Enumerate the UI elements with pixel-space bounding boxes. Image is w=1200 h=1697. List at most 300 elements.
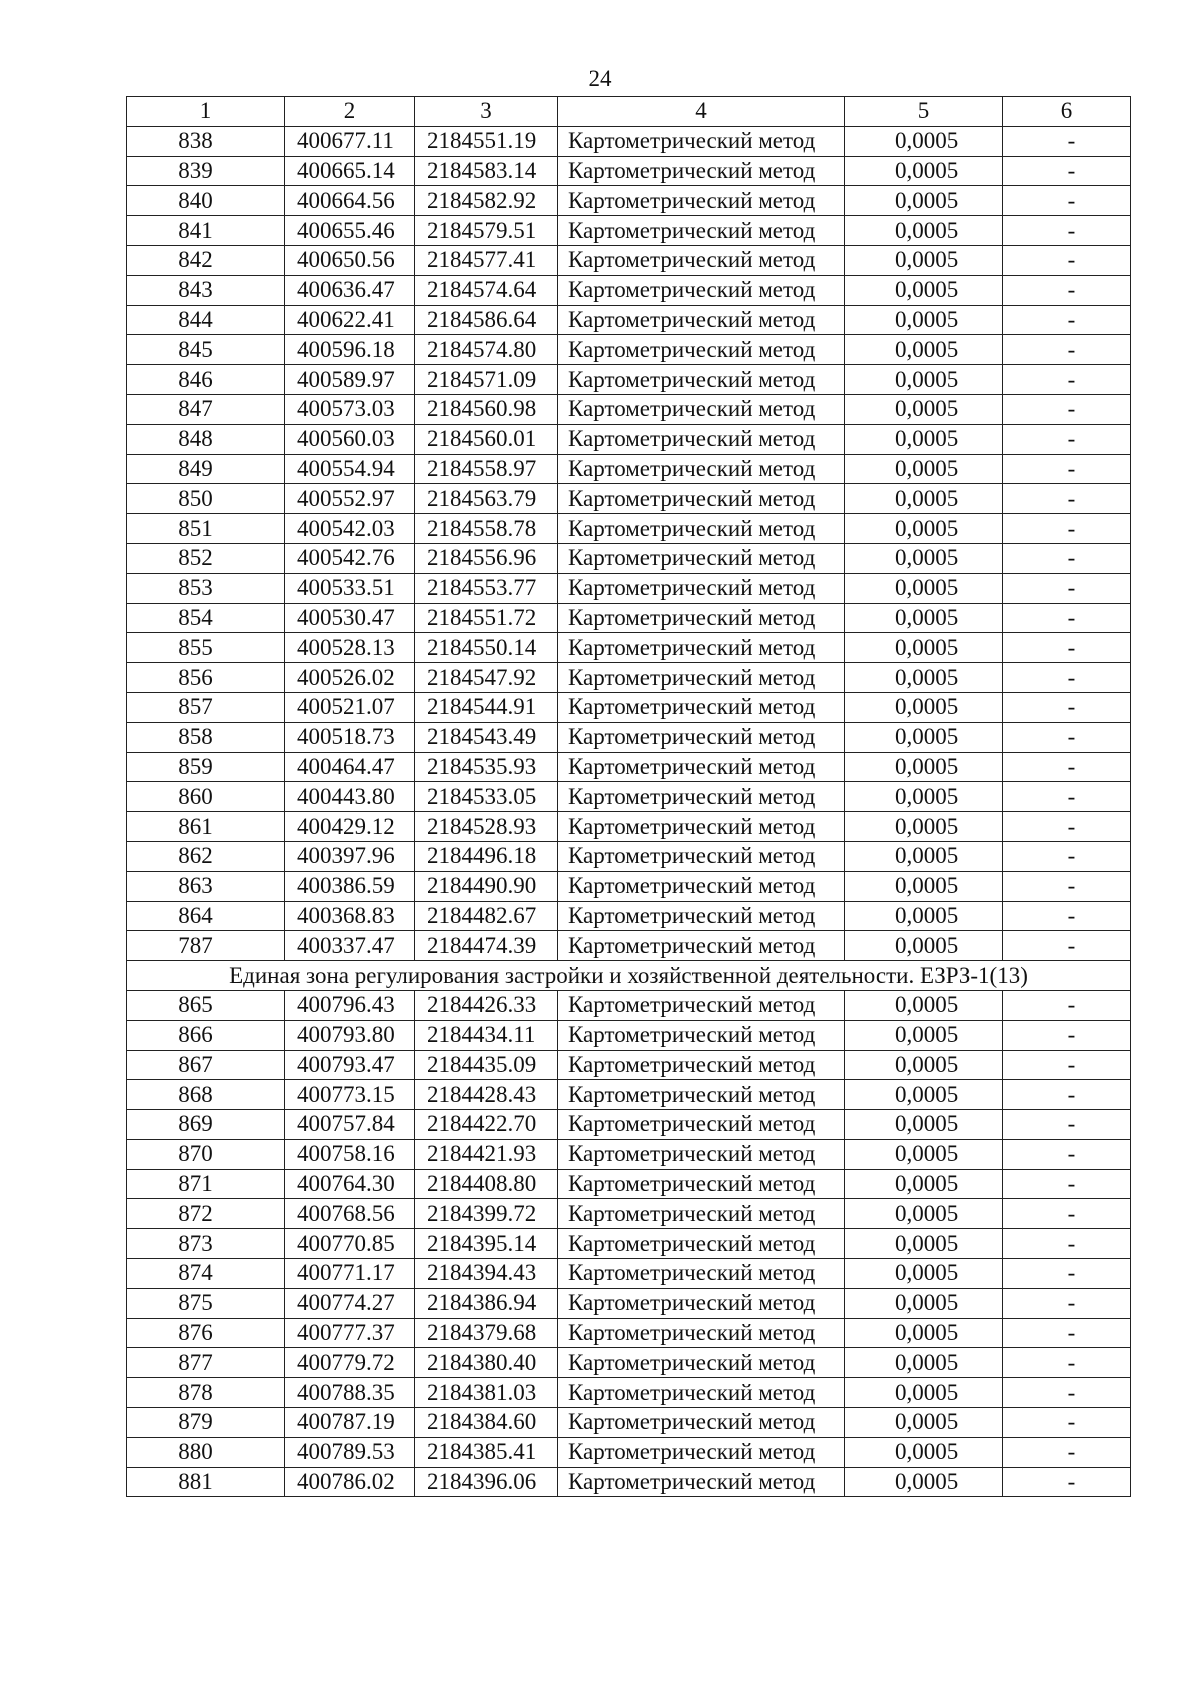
cell-point-number: 848: [127, 424, 285, 454]
cell-x-coordinate: 400573.03: [285, 394, 415, 424]
cell-note: -: [1003, 871, 1131, 901]
cell-accuracy: 0,0005: [845, 1408, 1003, 1438]
cell-accuracy: 0,0005: [845, 722, 1003, 752]
cell-y-coordinate: 2184560.01: [415, 424, 558, 454]
cell-accuracy: 0,0005: [845, 245, 1003, 275]
table-row: [127, 1288, 1131, 1318]
table-row: [127, 365, 1131, 395]
table-row: [127, 871, 1131, 901]
cell-y-coordinate: 2184385.41: [415, 1437, 558, 1467]
table-row: [127, 603, 1131, 633]
cell-x-coordinate: 400526.02: [285, 663, 415, 693]
cell-y-coordinate: 2184394.43: [415, 1259, 558, 1289]
cell-accuracy: 0,0005: [845, 126, 1003, 156]
cell-x-coordinate: 400429.12: [285, 812, 415, 842]
header-col-4: 4: [558, 97, 845, 127]
cell-accuracy: 0,0005: [845, 365, 1003, 395]
table-row: [127, 1437, 1131, 1467]
table-row: [127, 1229, 1131, 1259]
cell-x-coordinate: 400796.43: [285, 990, 415, 1020]
table-row: [127, 1020, 1131, 1050]
cell-accuracy: 0,0005: [845, 186, 1003, 216]
cell-accuracy: 0,0005: [845, 782, 1003, 812]
cell-x-coordinate: 400589.97: [285, 365, 415, 395]
cell-y-coordinate: 2184496.18: [415, 841, 558, 871]
table-row: [127, 1467, 1131, 1497]
cell-accuracy: 0,0005: [845, 752, 1003, 782]
cell-point-number: 878: [127, 1378, 285, 1408]
cell-accuracy: 0,0005: [845, 484, 1003, 514]
table-row: [127, 216, 1131, 246]
cell-x-coordinate: 400786.02: [285, 1467, 415, 1497]
cell-point-number: 847: [127, 394, 285, 424]
cell-method: Картометрический метод: [558, 990, 845, 1020]
cell-method: Картометрический метод: [558, 514, 845, 544]
cell-accuracy: 0,0005: [845, 603, 1003, 633]
cell-accuracy: 0,0005: [845, 156, 1003, 186]
table-row: [127, 126, 1131, 156]
cell-y-coordinate: 2184384.60: [415, 1408, 558, 1438]
cell-note: -: [1003, 1080, 1131, 1110]
section-group: [127, 961, 1131, 991]
cell-point-number: 860: [127, 782, 285, 812]
cell-x-coordinate: 400779.72: [285, 1348, 415, 1378]
cell-method: Картометрический метод: [558, 424, 845, 454]
cell-note: -: [1003, 1378, 1131, 1408]
cell-accuracy: 0,0005: [845, 1110, 1003, 1140]
cell-y-coordinate: 2184422.70: [415, 1110, 558, 1140]
cell-point-number: 870: [127, 1139, 285, 1169]
cell-x-coordinate: 400664.56: [285, 186, 415, 216]
cell-y-coordinate: 2184396.06: [415, 1467, 558, 1497]
cell-point-number: 861: [127, 812, 285, 842]
cell-x-coordinate: 400464.47: [285, 752, 415, 782]
table-row: [127, 1110, 1131, 1140]
table-row: [127, 1348, 1131, 1378]
table-row: [127, 424, 1131, 454]
cell-method: Картометрический метод: [558, 216, 845, 246]
table-row: [127, 1318, 1131, 1348]
cell-note: -: [1003, 812, 1131, 842]
cell-note: -: [1003, 1229, 1131, 1259]
cell-accuracy: 0,0005: [845, 1437, 1003, 1467]
cell-y-coordinate: 2184395.14: [415, 1229, 558, 1259]
cell-note: -: [1003, 335, 1131, 365]
cell-point-number: 881: [127, 1467, 285, 1497]
cell-y-coordinate: 2184574.80: [415, 335, 558, 365]
cell-note: -: [1003, 841, 1131, 871]
cell-note: -: [1003, 454, 1131, 484]
cell-note: -: [1003, 186, 1131, 216]
cell-y-coordinate: 2184579.51: [415, 216, 558, 246]
cell-point-number: 842: [127, 245, 285, 275]
header-col-6: 6: [1003, 97, 1131, 127]
cell-accuracy: 0,0005: [845, 931, 1003, 961]
cell-point-number: 863: [127, 871, 285, 901]
cell-note: -: [1003, 365, 1131, 395]
cell-accuracy: 0,0005: [845, 1050, 1003, 1080]
cell-note: -: [1003, 1408, 1131, 1438]
cell-note: -: [1003, 156, 1131, 186]
table-row: [127, 812, 1131, 842]
cell-y-coordinate: 2184434.11: [415, 1020, 558, 1050]
cell-method: Картометрический метод: [558, 245, 845, 275]
cell-x-coordinate: 400770.85: [285, 1229, 415, 1259]
cell-y-coordinate: 2184563.79: [415, 484, 558, 514]
cell-accuracy: 0,0005: [845, 841, 1003, 871]
cell-method: Картометрический метод: [558, 1348, 845, 1378]
table-row: [127, 573, 1131, 603]
cell-point-number: 879: [127, 1408, 285, 1438]
cell-accuracy: 0,0005: [845, 514, 1003, 544]
cell-accuracy: 0,0005: [845, 1139, 1003, 1169]
cell-y-coordinate: 2184583.14: [415, 156, 558, 186]
cell-accuracy: 0,0005: [845, 216, 1003, 246]
cell-y-coordinate: 2184544.91: [415, 692, 558, 722]
cell-x-coordinate: 400787.19: [285, 1408, 415, 1438]
cell-point-number: 873: [127, 1229, 285, 1259]
table-row: [127, 1080, 1131, 1110]
cell-x-coordinate: 400655.46: [285, 216, 415, 246]
cell-note: -: [1003, 990, 1131, 1020]
table-row: [127, 186, 1131, 216]
table-row: [127, 931, 1131, 961]
cell-y-coordinate: 2184490.90: [415, 871, 558, 901]
cell-x-coordinate: 400386.59: [285, 871, 415, 901]
cell-method: Картометрический метод: [558, 275, 845, 305]
cell-method: Картометрический метод: [558, 1169, 845, 1199]
cell-point-number: 838: [127, 126, 285, 156]
cell-point-number: 787: [127, 931, 285, 961]
cell-x-coordinate: 400677.11: [285, 126, 415, 156]
cell-note: -: [1003, 216, 1131, 246]
cell-point-number: 866: [127, 1020, 285, 1050]
cell-method: Картометрический метод: [558, 1139, 845, 1169]
cell-note: -: [1003, 722, 1131, 752]
cell-x-coordinate: 400397.96: [285, 841, 415, 871]
cell-note: -: [1003, 514, 1131, 544]
cell-x-coordinate: 400554.94: [285, 454, 415, 484]
cell-y-coordinate: 2184550.14: [415, 633, 558, 663]
cell-note: -: [1003, 1199, 1131, 1229]
cell-method: Картометрический метод: [558, 1080, 845, 1110]
cell-y-coordinate: 2184435.09: [415, 1050, 558, 1080]
table-row: [127, 663, 1131, 693]
cell-point-number: 840: [127, 186, 285, 216]
cell-point-number: 875: [127, 1288, 285, 1318]
cell-x-coordinate: 400758.16: [285, 1139, 415, 1169]
header-col-2: 2: [285, 97, 415, 127]
table-row: [127, 990, 1131, 1020]
cell-method: Картометрический метод: [558, 484, 845, 514]
cell-x-coordinate: 400443.80: [285, 782, 415, 812]
cell-point-number: 867: [127, 1050, 285, 1080]
cell-accuracy: 0,0005: [845, 394, 1003, 424]
cell-point-number: 871: [127, 1169, 285, 1199]
cell-note: -: [1003, 1020, 1131, 1050]
cell-y-coordinate: 2184551.72: [415, 603, 558, 633]
cell-note: -: [1003, 1348, 1131, 1378]
cell-y-coordinate: 2184574.64: [415, 275, 558, 305]
cell-method: Картометрический метод: [558, 186, 845, 216]
cell-accuracy: 0,0005: [845, 812, 1003, 842]
cell-method: Картометрический метод: [558, 573, 845, 603]
cell-x-coordinate: 400552.97: [285, 484, 415, 514]
cell-y-coordinate: 2184547.92: [415, 663, 558, 693]
cell-x-coordinate: 400793.80: [285, 1020, 415, 1050]
page-number: 24: [588, 66, 612, 91]
cell-point-number: 843: [127, 275, 285, 305]
cell-accuracy: 0,0005: [845, 1259, 1003, 1289]
table-body-before: [127, 126, 1131, 960]
cell-y-coordinate: 2184556.96: [415, 543, 558, 573]
cell-x-coordinate: 400773.15: [285, 1080, 415, 1110]
table-row: [127, 394, 1131, 424]
cell-x-coordinate: 400774.27: [285, 1288, 415, 1318]
cell-method: Картометрический метод: [558, 1378, 845, 1408]
cell-y-coordinate: 2184399.72: [415, 1199, 558, 1229]
table-row: [127, 901, 1131, 931]
coordinates-table: [126, 96, 1131, 1497]
cell-method: Картометрический метод: [558, 931, 845, 961]
header-col-5: 5: [845, 97, 1003, 127]
cell-method: Картометрический метод: [558, 633, 845, 663]
table-row: [127, 156, 1131, 186]
cell-point-number: 841: [127, 216, 285, 246]
table-row: [127, 305, 1131, 335]
cell-point-number: 857: [127, 692, 285, 722]
table-row: [127, 782, 1131, 812]
cell-method: Картометрический метод: [558, 394, 845, 424]
cell-note: -: [1003, 752, 1131, 782]
cell-y-coordinate: 2184381.03: [415, 1378, 558, 1408]
cell-y-coordinate: 2184482.67: [415, 901, 558, 931]
cell-x-coordinate: 400530.47: [285, 603, 415, 633]
table-row: [127, 245, 1131, 275]
cell-accuracy: 0,0005: [845, 990, 1003, 1020]
cell-x-coordinate: 400777.37: [285, 1318, 415, 1348]
table-row: [127, 275, 1131, 305]
table-row: [127, 1169, 1131, 1199]
cell-x-coordinate: 400793.47: [285, 1050, 415, 1080]
cell-y-coordinate: 2184558.97: [415, 454, 558, 484]
cell-accuracy: 0,0005: [845, 335, 1003, 365]
cell-method: Картометрический метод: [558, 1020, 845, 1050]
cell-y-coordinate: 2184408.80: [415, 1169, 558, 1199]
cell-x-coordinate: 400757.84: [285, 1110, 415, 1140]
cell-note: -: [1003, 126, 1131, 156]
cell-accuracy: 0,0005: [845, 1080, 1003, 1110]
section-row: [127, 961, 1131, 991]
cell-method: Картометрический метод: [558, 782, 845, 812]
cell-accuracy: 0,0005: [845, 901, 1003, 931]
cell-method: Картометрический метод: [558, 1318, 845, 1348]
cell-accuracy: 0,0005: [845, 275, 1003, 305]
table-row: [127, 1199, 1131, 1229]
cell-y-coordinate: 2184426.33: [415, 990, 558, 1020]
cell-note: -: [1003, 424, 1131, 454]
cell-method: Картометрический метод: [558, 901, 845, 931]
cell-method: Картометрический метод: [558, 1199, 845, 1229]
cell-note: -: [1003, 484, 1131, 514]
cell-x-coordinate: 400771.17: [285, 1259, 415, 1289]
table-row: [127, 1139, 1131, 1169]
cell-note: -: [1003, 931, 1131, 961]
cell-point-number: 880: [127, 1437, 285, 1467]
cell-x-coordinate: 400622.41: [285, 305, 415, 335]
table-body-after: [127, 990, 1131, 1497]
cell-x-coordinate: 400337.47: [285, 931, 415, 961]
cell-method: Картометрический метод: [558, 1437, 845, 1467]
table-row: [127, 1378, 1131, 1408]
cell-note: -: [1003, 543, 1131, 573]
cell-y-coordinate: 2184380.40: [415, 1348, 558, 1378]
cell-note: -: [1003, 633, 1131, 663]
cell-y-coordinate: 2184421.93: [415, 1139, 558, 1169]
cell-method: Картометрический метод: [558, 722, 845, 752]
cell-accuracy: 0,0005: [845, 1020, 1003, 1050]
header-col-3: 3: [415, 97, 558, 127]
cell-x-coordinate: 400764.30: [285, 1169, 415, 1199]
cell-accuracy: 0,0005: [845, 1318, 1003, 1348]
cell-accuracy: 0,0005: [845, 663, 1003, 693]
cell-x-coordinate: 400518.73: [285, 722, 415, 752]
cell-method: Картометрический метод: [558, 663, 845, 693]
cell-accuracy: 0,0005: [845, 1467, 1003, 1497]
cell-method: Картометрический метод: [558, 1110, 845, 1140]
cell-note: -: [1003, 275, 1131, 305]
cell-y-coordinate: 2184551.19: [415, 126, 558, 156]
cell-note: -: [1003, 1437, 1131, 1467]
cell-note: -: [1003, 1467, 1131, 1497]
header-row: [127, 97, 1131, 127]
cell-x-coordinate: 400650.56: [285, 245, 415, 275]
cell-note: -: [1003, 394, 1131, 424]
cell-method: Картометрический метод: [558, 692, 845, 722]
table-header: [127, 97, 1131, 127]
cell-accuracy: 0,0005: [845, 454, 1003, 484]
cell-y-coordinate: 2184560.98: [415, 394, 558, 424]
cell-x-coordinate: 400521.07: [285, 692, 415, 722]
cell-note: -: [1003, 1139, 1131, 1169]
cell-note: -: [1003, 901, 1131, 931]
cell-point-number: 868: [127, 1080, 285, 1110]
cell-accuracy: 0,0005: [845, 1229, 1003, 1259]
table-row: [127, 484, 1131, 514]
cell-y-coordinate: 2184586.64: [415, 305, 558, 335]
cell-x-coordinate: 400788.35: [285, 1378, 415, 1408]
cell-note: -: [1003, 603, 1131, 633]
cell-method: Картометрический метод: [558, 871, 845, 901]
cell-y-coordinate: 2184528.93: [415, 812, 558, 842]
cell-point-number: 872: [127, 1199, 285, 1229]
cell-point-number: 862: [127, 841, 285, 871]
cell-accuracy: 0,0005: [845, 871, 1003, 901]
cell-point-number: 845: [127, 335, 285, 365]
cell-accuracy: 0,0005: [845, 424, 1003, 454]
cell-point-number: 854: [127, 603, 285, 633]
cell-accuracy: 0,0005: [845, 573, 1003, 603]
cell-method: Картометрический метод: [558, 365, 845, 395]
cell-method: Картометрический метод: [558, 1408, 845, 1438]
cell-note: -: [1003, 1050, 1131, 1080]
table-row: [127, 1050, 1131, 1080]
cell-x-coordinate: 400560.03: [285, 424, 415, 454]
cell-note: -: [1003, 1259, 1131, 1289]
cell-note: -: [1003, 1318, 1131, 1348]
cell-method: Картометрический метод: [558, 812, 845, 842]
cell-x-coordinate: 400528.13: [285, 633, 415, 663]
cell-note: -: [1003, 1110, 1131, 1140]
cell-method: Картометрический метод: [558, 1259, 845, 1289]
cell-x-coordinate: 400368.83: [285, 901, 415, 931]
cell-point-number: 869: [127, 1110, 285, 1140]
cell-accuracy: 0,0005: [845, 1169, 1003, 1199]
cell-method: Картометрический метод: [558, 305, 845, 335]
cell-point-number: 876: [127, 1318, 285, 1348]
cell-point-number: 844: [127, 305, 285, 335]
cell-note: -: [1003, 1288, 1131, 1318]
cell-point-number: 859: [127, 752, 285, 782]
cell-x-coordinate: 400533.51: [285, 573, 415, 603]
cell-point-number: 858: [127, 722, 285, 752]
cell-point-number: 856: [127, 663, 285, 693]
cell-point-number: 839: [127, 156, 285, 186]
cell-method: Картометрический метод: [558, 1288, 845, 1318]
cell-method: Картометрический метод: [558, 1050, 845, 1080]
cell-note: -: [1003, 663, 1131, 693]
cell-x-coordinate: 400665.14: [285, 156, 415, 186]
table-row: [127, 335, 1131, 365]
table-row: [127, 841, 1131, 871]
table-row: [127, 633, 1131, 663]
cell-point-number: 846: [127, 365, 285, 395]
cell-accuracy: 0,0005: [845, 1288, 1003, 1318]
cell-point-number: 850: [127, 484, 285, 514]
cell-y-coordinate: 2184474.39: [415, 931, 558, 961]
table-row: [127, 514, 1131, 544]
cell-x-coordinate: 400789.53: [285, 1437, 415, 1467]
cell-accuracy: 0,0005: [845, 305, 1003, 335]
cell-accuracy: 0,0005: [845, 1199, 1003, 1229]
cell-y-coordinate: 2184582.92: [415, 186, 558, 216]
cell-method: Картометрический метод: [558, 454, 845, 484]
cell-method: Картометрический метод: [558, 543, 845, 573]
cell-accuracy: 0,0005: [845, 543, 1003, 573]
cell-point-number: 864: [127, 901, 285, 931]
cell-note: -: [1003, 573, 1131, 603]
cell-x-coordinate: 400636.47: [285, 275, 415, 305]
cell-method: Картометрический метод: [558, 1229, 845, 1259]
table-row: [127, 543, 1131, 573]
cell-point-number: 852: [127, 543, 285, 573]
cell-note: -: [1003, 305, 1131, 335]
cell-point-number: 855: [127, 633, 285, 663]
cell-accuracy: 0,0005: [845, 692, 1003, 722]
cell-method: Картометрический метод: [558, 126, 845, 156]
cell-note: -: [1003, 692, 1131, 722]
cell-note: -: [1003, 1169, 1131, 1199]
cell-y-coordinate: 2184577.41: [415, 245, 558, 275]
cell-method: Картометрический метод: [558, 335, 845, 365]
header-col-1: 1: [127, 97, 285, 127]
table-row: [127, 454, 1131, 484]
cell-point-number: 865: [127, 990, 285, 1020]
cell-accuracy: 0,0005: [845, 1348, 1003, 1378]
cell-method: Картометрический метод: [558, 1467, 845, 1497]
cell-x-coordinate: 400768.56: [285, 1199, 415, 1229]
cell-accuracy: 0,0005: [845, 633, 1003, 663]
